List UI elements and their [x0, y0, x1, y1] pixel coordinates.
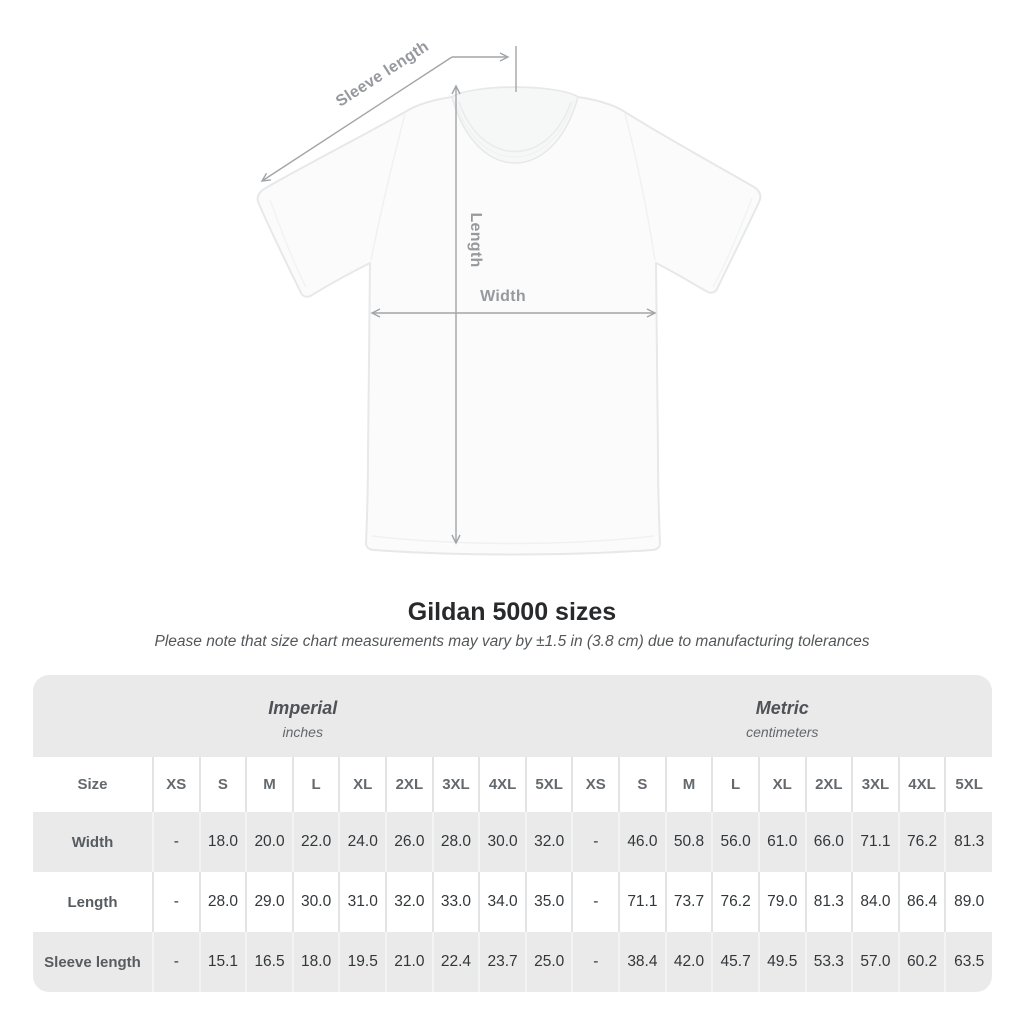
imperial-group-header [33, 675, 572, 757]
value-cell: 81.3 [945, 812, 992, 872]
value-cell: 32.0 [526, 812, 573, 872]
value-cell: 18.0 [293, 932, 340, 992]
value-cell: 56.0 [712, 812, 759, 872]
value-cell: 76.2 [712, 872, 759, 932]
metric-size-header: M [666, 757, 713, 812]
value-cell: 46.0 [619, 812, 666, 872]
imperial-size-header: XS [153, 757, 200, 812]
imperial-size-header: 5XL [526, 757, 573, 812]
length-label: Length [467, 212, 484, 268]
value-cell: 33.0 [433, 872, 480, 932]
value-cell: - [153, 872, 200, 932]
value-cell: 81.3 [806, 872, 853, 932]
sleeve-length-row [33, 932, 992, 992]
value-cell: 73.7 [666, 872, 713, 932]
value-cell: 86.4 [899, 872, 946, 932]
metric-group-header [572, 675, 992, 757]
value-cell: 31.0 [339, 872, 386, 932]
imperial-group-label: Imperial [268, 698, 338, 718]
value-cell: 60.2 [899, 932, 946, 992]
value-cell: 71.1 [852, 812, 899, 872]
unit-group-row [33, 675, 992, 757]
value-cell: 76.2 [899, 812, 946, 872]
imperial-size-header: M [246, 757, 293, 812]
value-cell: - [572, 932, 619, 992]
value-cell: 38.4 [619, 932, 666, 992]
page-title: Gildan 5000 sizes [407, 598, 617, 626]
value-cell: 28.0 [433, 812, 480, 872]
value-cell: 45.7 [712, 932, 759, 992]
value-cell: 24.0 [339, 812, 386, 872]
value-cell: 89.0 [945, 872, 992, 932]
value-cell: 23.7 [479, 932, 526, 992]
value-cell: 22.0 [293, 812, 340, 872]
value-cell: 26.0 [386, 812, 433, 872]
imperial-size-header: 3XL [433, 757, 480, 812]
imperial-group-unit: inches [282, 724, 323, 740]
metric-size-header: 4XL [899, 757, 946, 812]
metric-group-unit: centimeters [746, 724, 819, 740]
value-cell: 32.0 [386, 872, 433, 932]
size-column-header: Size [33, 757, 153, 812]
imperial-size-header: L [293, 757, 340, 812]
metric-size-header: XL [759, 757, 806, 812]
value-cell: 20.0 [246, 812, 293, 872]
imperial-size-header: XL [339, 757, 386, 812]
metric-size-header: 2XL [806, 757, 853, 812]
size-header-row [33, 757, 992, 812]
width-row [33, 812, 992, 872]
value-cell: - [572, 812, 619, 872]
value-cell: 19.5 [339, 932, 386, 992]
value-cell: 71.1 [619, 872, 666, 932]
width-label: Width [480, 288, 526, 305]
value-cell: 18.0 [200, 812, 247, 872]
sleeve-length-label: Sleeve length [333, 37, 433, 111]
value-cell: 50.8 [666, 812, 713, 872]
value-cell: 29.0 [246, 872, 293, 932]
length-row [33, 872, 992, 932]
value-cell: 61.0 [759, 812, 806, 872]
value-cell: - [153, 812, 200, 872]
metric-size-header: 5XL [945, 757, 992, 812]
imperial-size-header: S [200, 757, 247, 812]
metric-size-header: 3XL [852, 757, 899, 812]
row-label-width: Width [33, 812, 153, 872]
metric-size-header: XS [572, 757, 619, 812]
value-cell: - [153, 932, 200, 992]
metric-size-header: S [619, 757, 666, 812]
value-cell: 49.5 [759, 932, 806, 992]
value-cell: 30.0 [479, 812, 526, 872]
value-cell: 16.5 [246, 932, 293, 992]
imperial-size-header: 2XL [386, 757, 433, 812]
value-cell: 34.0 [479, 872, 526, 932]
value-cell: 84.0 [852, 872, 899, 932]
metric-group-label: Metric [755, 698, 809, 718]
value-cell: 53.3 [806, 932, 853, 992]
value-cell: 22.4 [433, 932, 480, 992]
value-cell: 57.0 [852, 932, 899, 992]
value-cell: 35.0 [526, 872, 573, 932]
row-label-sleeve-length: Sleeve length [33, 932, 153, 992]
value-cell: 42.0 [666, 932, 713, 992]
value-cell: 15.1 [200, 932, 247, 992]
tolerance-note: Please note that size chart measurements may vary by ±1.5 in (3.8 cm) due to manufacturing tolerances [154, 633, 870, 650]
value-cell: 79.0 [759, 872, 806, 932]
tshirt-illustration [258, 87, 761, 554]
value-cell: 21.0 [386, 932, 433, 992]
value-cell: - [572, 872, 619, 932]
value-cell: 28.0 [200, 872, 247, 932]
row-label-length: Length [33, 872, 153, 932]
value-cell: 66.0 [806, 812, 853, 872]
value-cell: 63.5 [945, 932, 992, 992]
value-cell: 25.0 [526, 932, 573, 992]
metric-size-header: L [712, 757, 759, 812]
size-table [33, 675, 992, 992]
imperial-size-header: 4XL [479, 757, 526, 812]
size-table-container [33, 675, 992, 992]
value-cell: 30.0 [293, 872, 340, 932]
